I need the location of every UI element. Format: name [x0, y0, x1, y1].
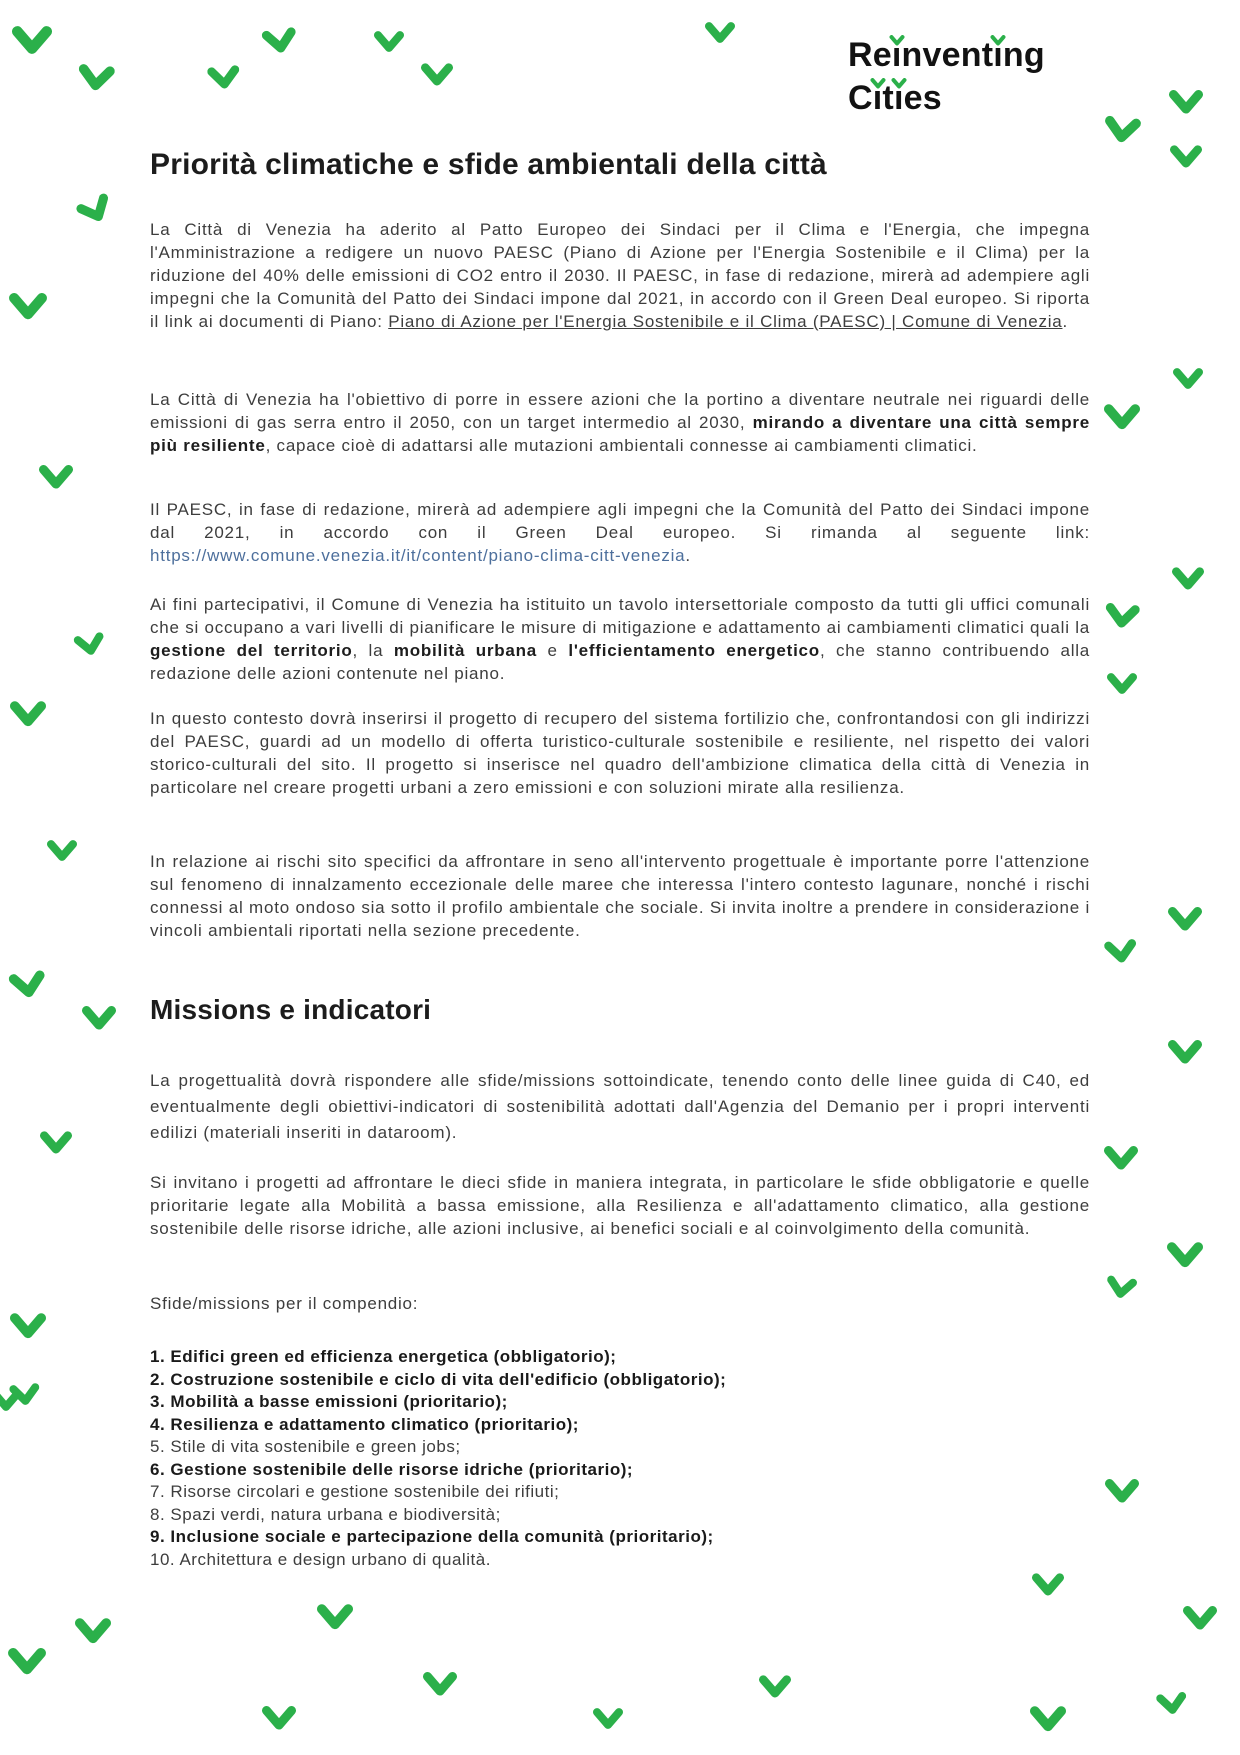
chevron-down-icon [9, 1383, 41, 1410]
missions-list-item: 4. Resilienza e adattamento climatico (prioritario); [150, 1414, 579, 1434]
comune-venezia-url-link[interactable]: https://www.comune.venezia.it/it/content/piano-clima-citt-venezia [150, 546, 686, 565]
missions-list [150, 1346, 1090, 1571]
para-rischi-sito [150, 850, 1090, 942]
text-segment: , la [352, 641, 394, 660]
chevron-down-icon [1167, 1242, 1203, 1271]
para-progettualita [150, 1068, 1090, 1146]
text-segment: l'efficientamento energetico [568, 641, 820, 660]
logo-letter-i: ı [894, 77, 904, 120]
chevron-down-icon [1104, 1275, 1137, 1303]
missions-list-item: 10. Architettura e design urbano di qualità. [150, 1549, 491, 1569]
chevron-down-icon [9, 293, 47, 323]
chevron-down-icon [759, 1675, 791, 1701]
logo-line-1: Reı nventı ng [848, 34, 1045, 77]
para-progetto-fortilizio [150, 707, 1090, 799]
text-segment: Il PAESC, in fase di redazione, mirerà ad adempiere agli impegni che la Comunità del Patto dei Sindaci impone dal 2021, in accordo con il Green Deal europeo. Si rimanda al seguente link: [150, 500, 1090, 542]
chevron-down-icon [1105, 1479, 1139, 1506]
chevron-down-icon [12, 26, 52, 58]
text-segment: . [685, 546, 691, 565]
missions-list-item: 1. Edifici green ed efficienza energetica (obbligatorio); [150, 1347, 617, 1366]
text-segment: Ai fini partecipativi, il Comune di Venezia ha istituito un tavolo intersettoriale composto da tutti gli uffici comunali che si occupano a vari livelli di pianificare le misure di mitigazione e adattamento ai cambiamenti climatici quali la [150, 595, 1090, 637]
chevron-down-icon [10, 1313, 46, 1342]
text-segment: La progettualità dovrà rispondere alle sfide/missions sottoindicate, tenendo conto delle linee guida di C40, ed eventualmente degli obiettivi-indicatori di sostenibilità adottati dall'Agenzia del Demanio per i propri interventi edilizi (materiali inseriti in dataroom). [150, 1071, 1090, 1142]
page-title: Priorità climatiche e sfide ambientali della città [150, 148, 827, 181]
chevron-down-icon [1156, 1691, 1188, 1718]
chevron-down-icon [891, 78, 906, 90]
logo-letter-i: ı [873, 77, 883, 120]
section-title-missions: Missions e indicatori [150, 994, 432, 1025]
chevron-down-icon [1030, 1706, 1066, 1735]
chevron-down-icon [261, 27, 298, 58]
chevron-down-icon [8, 969, 48, 1003]
para-obiettivo-neutralita [150, 388, 1090, 457]
logo-letter-i: ı [993, 34, 1003, 77]
reinventing-cities-logo [848, 34, 1045, 120]
chevron-down-icon [77, 63, 115, 95]
para-tavolo-intersettoriale [150, 593, 1090, 685]
chevron-down-icon [75, 1618, 111, 1647]
chevron-down-icon [39, 465, 73, 492]
chevron-down-icon [1104, 939, 1139, 968]
text-segment: La Città di Venezia ha l'obiettivo di porre in essere azioni che la portino a diventare neutrale nei riguardi delle emissioni di gas serra entro il 2050, con un target intermedio al 2030, [150, 390, 1090, 432]
chevron-down-icon [0, 1390, 21, 1414]
para-patto-europeo [150, 218, 1090, 333]
chevron-down-icon [73, 632, 107, 661]
chevron-down-icon [1183, 1606, 1217, 1633]
text-segment: . [1062, 312, 1068, 331]
chevron-down-icon [705, 22, 735, 46]
chevron-down-icon [82, 1006, 116, 1033]
chevron-down-icon [1107, 673, 1137, 697]
text-segment: Si invitano i progetti ad affrontare le dieci sfide in maniera integrata, in particolare le sfide obbligatorie e quelle prioritarie legate alla Mobilità a bassa emissione, alla Resilienza e all'adattamento climatico, alla gestione sostenibile delle risorse idriche, alle azioni inclusive, ai benefici sociali e al coinvolgimento della comunità. [150, 1173, 1090, 1238]
chevron-down-icon [75, 192, 117, 231]
chevron-down-icon [47, 840, 77, 864]
missions-list-item: 8. Spazi verdi, natura urbana e biodiversità; [150, 1504, 501, 1524]
text-segment: Sfide/missions per il compendio: [150, 1294, 419, 1313]
chevron-down-icon [1169, 90, 1203, 117]
chevron-down-icon [8, 1648, 46, 1678]
text-segment: mobilità urbana [393, 641, 537, 660]
text-segment: In questo contesto dovrà inserirsi il progetto di recupero del sistema fortilizio che, confrontandosi con gli indirizzi del PAESC, guardi ad un modello di offerta turistico-culturale sostenibile e resiliente, nel rispetto dei valori storico-culturali del sito. Il progetto si inserisce nel quadro dell'ambizione climatica della città di Venezia in particolare nel creare progetti urbani a zero emissioni e con soluzioni mirate alla resilienza. [150, 709, 1090, 797]
text-segment: , capace cioè di adattarsi alle mutazioni ambientali connesse ai cambiamenti climatici. [265, 436, 978, 455]
chevron-down-icon [421, 63, 453, 89]
para-sfide-missions-label [150, 1292, 1090, 1315]
logo-letter-i: ı [892, 34, 902, 77]
text-segment: La Città di Venezia ha aderito al Patto Europeo dei Sindaci per il Clima e l'Energia, che impegna l'Amministrazione a redigere un nuovo PAESC (Piano di Azione per l'Energia Sostenibile e il Clima) per la riduzione del 40% delle emissioni di CO2 entro il 2030. Il PAESC, in fase di redazione, mirerà ad adempiere agli impegni che la Comunità del Patto dei Sindaci impone dal 2021, in accordo con il Green Deal europeo. Si riporta il link ai documenti di Piano: [150, 220, 1090, 331]
chevron-down-icon [1173, 368, 1203, 392]
text-segment: gestione del territorio [150, 641, 353, 660]
para-dieci-sfide [150, 1171, 1090, 1240]
missions-list-item: 7. Risorse circolari e gestione sostenibile dei rifiuti; [150, 1482, 560, 1501]
text-segment: mirando a diventare una città sempre più resiliente [150, 413, 1090, 455]
missions-list-item: 2. Costruzione sostenibile e ciclo di vita dell'edificio (obbligatorio); [150, 1369, 727, 1389]
chevron-down-icon [1103, 115, 1142, 148]
chevron-down-icon [991, 35, 1006, 47]
chevron-down-icon [889, 35, 904, 47]
logo-line-2: Cı tı es [848, 77, 1045, 120]
chevron-down-icon [870, 78, 885, 90]
chevron-down-icon [40, 1131, 72, 1157]
text-segment: , che stanno contribuendo alla redazione delle azioni contenute nel piano. [150, 641, 1091, 683]
missions-list-item: 5. Stile di vita sostenibile e green jobs; [150, 1437, 461, 1456]
chevron-down-icon [1172, 567, 1204, 593]
text-segment: e [537, 641, 569, 660]
para-paesc-link [150, 498, 1090, 567]
chevron-down-icon [207, 65, 241, 94]
missions-list-item: 6. Gestione sostenibile delle risorse idriche (prioritario); [150, 1459, 634, 1479]
chevron-down-icon [262, 1706, 296, 1733]
chevron-down-icon [10, 701, 46, 730]
text-segment: In relazione ai rischi sito specifici da affrontare in seno all'intervento progettuale è importante porre l'attenzione sul fenomeno di innalzamento eccezionale delle maree che interessa l'intero contesto lagunare, nonché i rischi connessi al moto ondoso sia sotto il profilo ambientale che sociale. Si invita inoltre a prendere in considerazione i vincoli ambientali riportati nella sezione precedente. [150, 852, 1090, 940]
chevron-down-icon [374, 31, 404, 55]
chevron-down-icon [1104, 603, 1140, 633]
paesc-document-link[interactable]: Piano di Azione per l'Energia Sostenibile e il Clima (PAESC) | Comune di Venezia [388, 312, 1063, 331]
chevron-down-icon [1170, 145, 1202, 171]
chevron-down-icon [1168, 1040, 1202, 1067]
chevron-down-icon [423, 1672, 457, 1699]
chevron-down-icon [1104, 404, 1140, 433]
chevron-down-icon [1168, 907, 1202, 934]
chevron-down-icon [593, 1708, 623, 1732]
missions-list-item: 3. Mobilità a basse emissioni (prioritario); [150, 1392, 508, 1411]
chevron-down-icon [1104, 1146, 1138, 1173]
missions-list-item: 9. Inclusione sociale e partecipazione della comunità (prioritario); [150, 1527, 714, 1546]
chevron-down-icon [1032, 1573, 1064, 1599]
chevron-down-icon [317, 1604, 353, 1633]
